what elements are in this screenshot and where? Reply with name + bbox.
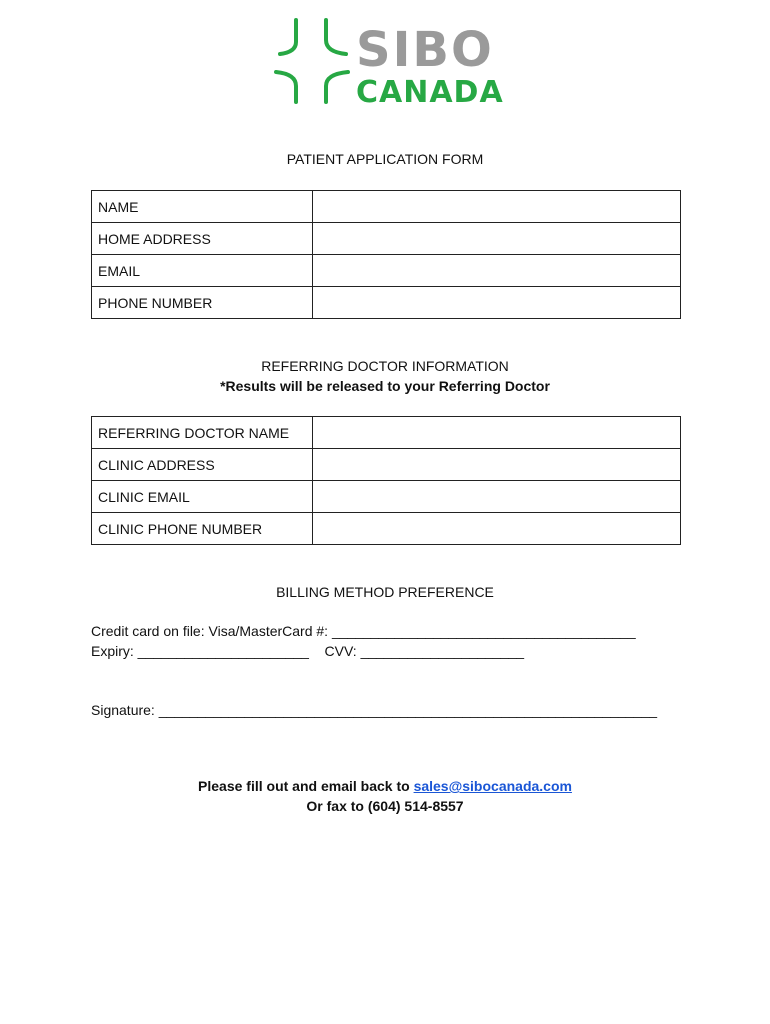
email-link[interactable]: sales@sibocanada.com <box>413 778 572 794</box>
field-label: EMAIL <box>92 255 313 287</box>
credit-card-line[interactable]: Credit card on file: Visa/MasterCard #: _______________________________________ <box>91 623 636 639</box>
expiry-cvv-line[interactable]: Expiry: ______________________ CVV: _____________________ <box>91 643 525 659</box>
home-address-field[interactable] <box>313 223 681 255</box>
billing-section-title: BILLING METHOD PREFERENCE <box>276 584 494 600</box>
table-row <box>92 223 681 255</box>
table-row <box>92 191 681 223</box>
signature-line[interactable]: Signature: ________________________________________________________________ <box>91 702 658 718</box>
phone-number-field[interactable] <box>313 287 681 319</box>
svg-text:CANADA: CANADA <box>356 75 504 108</box>
field-label: NAME <box>92 191 313 223</box>
name-field[interactable] <box>313 191 681 223</box>
table-row <box>92 255 681 287</box>
doctor-section-title: REFERRING DOCTOR INFORMATION <box>261 358 509 374</box>
doctor-name-field[interactable] <box>313 417 681 449</box>
clinic-email-field[interactable] <box>313 481 681 513</box>
email-field[interactable] <box>313 255 681 287</box>
table-row <box>92 287 681 319</box>
sibo-canada-logo <box>268 16 504 108</box>
patient-info-table <box>91 190 681 319</box>
clinic-address-field[interactable] <box>313 449 681 481</box>
footer-fax: Or fax to (604) 514-8557 <box>306 798 464 814</box>
table-row <box>92 417 681 449</box>
field-label: REFERRING DOCTOR NAME <box>92 417 313 449</box>
field-label: CLINIC EMAIL <box>92 481 313 513</box>
footer-prefix: Please fill out and email back to <box>198 778 414 794</box>
footer-instruction <box>0 778 770 794</box>
patient-form-title: PATIENT APPLICATION FORM <box>286 151 484 167</box>
doctor-info-table <box>91 416 681 545</box>
table-row <box>92 449 681 481</box>
table-row <box>92 513 681 545</box>
field-label: PHONE NUMBER <box>92 287 313 319</box>
doctor-section-note: *Results will be released to your Referring Doctor <box>220 378 550 394</box>
field-label: CLINIC ADDRESS <box>92 449 313 481</box>
table-row <box>92 481 681 513</box>
field-label: CLINIC PHONE NUMBER <box>92 513 313 545</box>
svg-text:SIBO: SIBO <box>356 22 494 78</box>
clinic-phone-field[interactable] <box>313 513 681 545</box>
field-label: HOME ADDRESS <box>92 223 313 255</box>
